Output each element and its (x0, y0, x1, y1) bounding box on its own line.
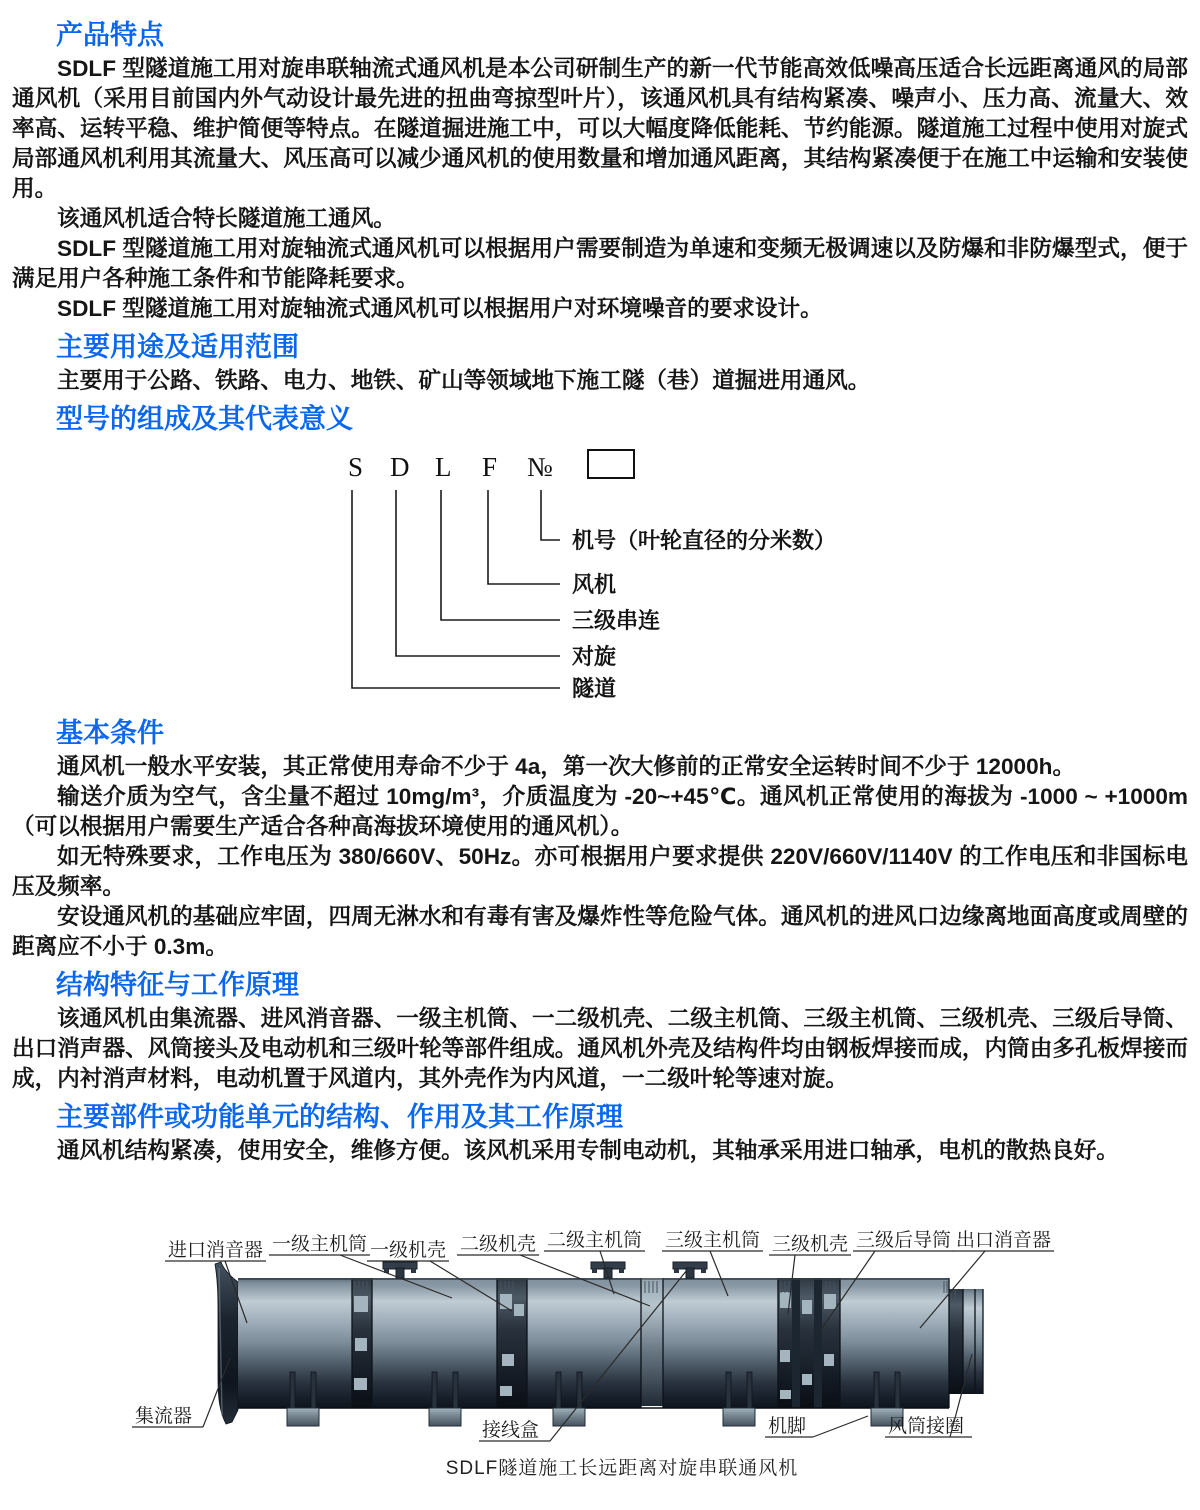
conditions-paragraph-4: 安设通风机的基础应牢固，四周无淋水和有毒有害及爆炸性等危险气体。通风机的进风口边缘离地面高度或周壁的距离应不小于 0.3m。 (12, 904, 1188, 959)
section-heading-structure: 结构特征与工作原理 (56, 970, 299, 1000)
components-paragraph: 通风机结构紧凑，使用安全，维修方便。该风机采用专制电动机，其轴承采用进口轴承，电机的散热良好。 (57, 1138, 1119, 1163)
model-letter-s: S (348, 452, 364, 482)
model-code-diagram (0, 438, 1200, 710)
junction-box (673, 1262, 707, 1278)
label-stage1-barrel: 一级主机筒 (272, 1234, 368, 1255)
label-junction-box: 接线盒 (482, 1420, 540, 1441)
section-heading-model: 型号的组成及其代表意义 (56, 404, 353, 434)
usage-paragraph: 主要用于公路、铁路、电力、地铁、矿山等领域地下施工隧（巷）道掘进用通风。 (57, 368, 871, 393)
conditions-paragraph-2: 输送介质为空气，含尘量不超过 10mg/m³，介质温度为 -20~+45℃。通风机正常使用的海拔为 -1000 ~ +1000m（可以根据用户需要生产适合各种高海拔环境使用的通风机）。 (12, 784, 1188, 839)
callout-line-d (396, 490, 560, 656)
section-heading-components: 主要部件或功能单元的结构、作用及其工作原理 (56, 1102, 623, 1132)
conditions-paragraph-3: 如无特殊要求，工作电压为 380/660V、50Hz。亦可根据用户要求提供 220V/660V/1140V 的工作电压和非国标电压及频率。 (12, 844, 1188, 899)
callout-label-l: 三级串连 (572, 608, 661, 633)
features-paragraph-4: SDLF 型隧道施工用对旋轴流式通风机可以根据用户对环境噪音的要求设计。 (57, 296, 823, 321)
outlet-silencer-section (840, 1278, 949, 1408)
model-letter-d: D (390, 452, 410, 482)
callout-label-d: 对旋 (572, 644, 617, 669)
stage2-main-barrel (527, 1278, 641, 1408)
label-stage1-casing: 一级机壳 (370, 1240, 447, 1261)
label-stage3-casing: 三级机壳 (772, 1234, 849, 1255)
model-letter-l: L (435, 452, 452, 482)
label-collector: 集流器 (135, 1406, 193, 1427)
conditions-paragraph-1: 通风机一般水平安装，其正常使用寿命不少于 4a，第一次大修前的正常安全运转时间不少于 12000h。 (57, 754, 1076, 779)
section-heading-usage: 主要用途及适用范围 (56, 332, 299, 362)
model-number-box (588, 450, 634, 478)
label-stage3-barrel: 三级主机筒 (665, 1230, 761, 1251)
label-stage2-barrel: 二级主机筒 (547, 1230, 643, 1251)
stage3-main-barrel (663, 1278, 778, 1408)
label-inlet-silencer: 进口消音器 (168, 1240, 264, 1261)
features-paragraph-2: 该通风机适合特长隧道施工通风。 (57, 206, 396, 231)
label-machine-foot: 机脚 (768, 1416, 807, 1437)
callout-line-f (488, 490, 560, 584)
callout-line-no (541, 490, 560, 540)
model-letter-no: № (527, 452, 553, 482)
end-joint-ring (949, 1289, 963, 1394)
label-duct-collar: 风筒接圈 (888, 1416, 965, 1437)
callout-line-l (441, 490, 560, 620)
features-paragraph-3: SDLF 型隧道施工用对旋轴流式通风机可以根据用户需要制造为单速和变频无极调速以及防爆和非防爆型式，便于满足用户各种施工条件和节能降耗要求。 (12, 236, 1188, 291)
callout-label-s: 隧道 (572, 676, 617, 701)
section-heading-features: 产品特点 (56, 20, 164, 50)
fan-assembly-diagram (0, 1206, 1200, 1506)
stage3-flange-bar (792, 1278, 800, 1408)
diagram-caption: SDLF隧道施工长远距离对旋串联通风机 (445, 1458, 799, 1479)
features-paragraph-1: SDLF 型隧道施工用对旋串联轴流式通风机是本公司研制生产的新一代节能高效低噪高压适合长远距离通风的局部通风机（采用目前国内外气动设计最先进的扭曲弯掠型叶片），该通风机具有结构紧凑、噪声小、压力高、流量大、效率高、运转平稳、维护简便等特点。在隧道掘进施工中，可以大幅度降低能耗、节约能源。隧道施工过程中使用对旋式局部通风机利用其流量大、风压高可以减少通风机的使用数量和增加通风距离，其结构紧凑便于在施工中运输和安装使用。 (12, 56, 1188, 201)
label-stage3-guide-duct: 三级后导筒 (856, 1230, 952, 1251)
stage2-casing-recess (641, 1280, 663, 1406)
stage3-flange-bar (814, 1278, 822, 1408)
section-heading-conditions: 基本条件 (56, 718, 164, 748)
model-letter-f: F (482, 452, 498, 482)
structure-paragraph: 该通风机由集流器、进风消音器、一级主机筒、一二级机壳、二级主机筒、三级主机筒、三级机壳、三级后导筒、出口消声器、风筒接头及电动机和三级叶轮等部件组成。通风机外壳及结构件均由钢板焊接而成，内筒由多孔板焊接而成，内衬消声材料，电动机置于风道内，其外壳作为内风道，一二级叶轮等速对旋。 (12, 1006, 1188, 1091)
callout-line-s (352, 490, 560, 688)
callout-label-f: 风机 (572, 572, 617, 597)
junction-box (383, 1262, 417, 1278)
callout-label-no: 机号（叶轮直径的分米数） (572, 528, 837, 553)
label-outlet-silencer: 出口消音器 (956, 1230, 1052, 1251)
label-stage2-casing: 二级机壳 (460, 1234, 537, 1255)
